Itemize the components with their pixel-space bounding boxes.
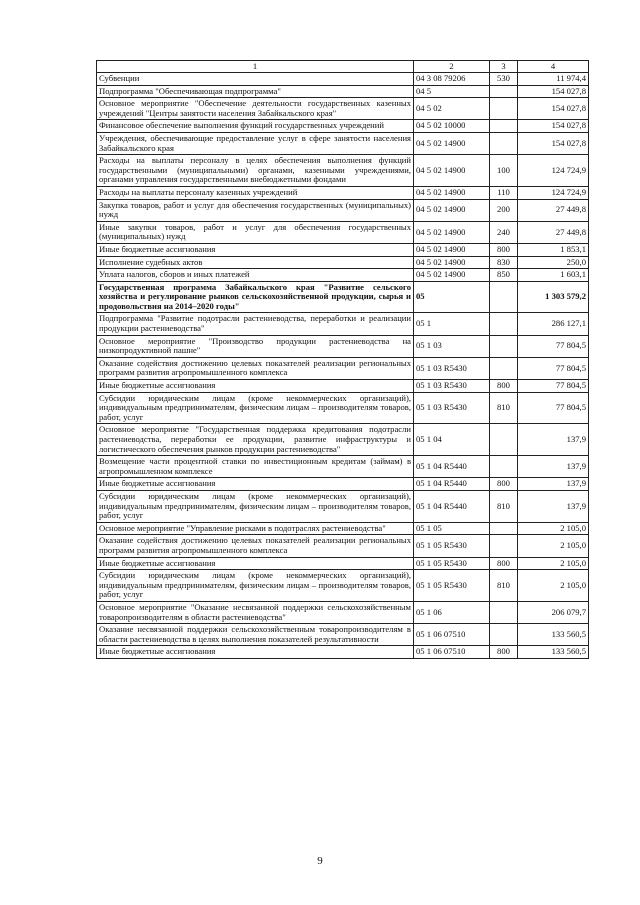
row-code-cell: 04 5 02 14900 bbox=[414, 155, 490, 187]
table-row bbox=[97, 269, 589, 282]
row-code-cell: 04 5 02 14900 bbox=[414, 199, 490, 221]
row-code-cell: 04 3 08 79206 bbox=[414, 73, 490, 86]
row-name-cell: Субсидии юридическим лицам (кроме некоммерческих организаций), индивидуальным предпринимателям, физическим лицам – производителям товаров, работ, услуг bbox=[97, 490, 414, 522]
row-name-cell: Основное мероприятие "Оказание несвязанной поддержки сельскохозяйственным товаропроизводителям в области растениеводства" bbox=[97, 601, 414, 623]
row-sum-cell: 154 027,8 bbox=[518, 120, 589, 133]
row-sum-cell: 133 560,5 bbox=[518, 646, 589, 659]
row-sum-cell: 2 105,0 bbox=[518, 522, 589, 535]
row-sum-cell: 137,9 bbox=[518, 490, 589, 522]
row-sum-cell: 124 724,9 bbox=[518, 155, 589, 187]
row-vr-cell bbox=[490, 424, 518, 456]
row-name-cell: Закупка товаров, работ и услуг для обеспечения государственных (муниципальных) нужд bbox=[97, 199, 414, 221]
row-vr-cell: 800 bbox=[490, 243, 518, 256]
row-code-cell: 05 1 03 R5430 bbox=[414, 357, 490, 379]
row-name-cell: Основное мероприятие "Государственная поддержка кредитования подотрасли растениеводства, переработки ее продукции, развитие инфраструктуры и логистического обеспечения рынков продукции растениеводства" bbox=[97, 424, 414, 456]
row-code-cell: 04 5 02 14900 bbox=[414, 269, 490, 282]
row-sum-cell: 77 804,5 bbox=[518, 335, 589, 357]
row-name-cell: Учреждения, обеспечивающие предоставление услуг в сфере занятости населения Забайкальского края bbox=[97, 132, 414, 154]
table-row bbox=[97, 98, 589, 120]
row-code-cell: 05 1 05 R5430 bbox=[414, 535, 490, 557]
row-name-cell: Расходы на выплаты персоналу казенных учреждений bbox=[97, 186, 414, 199]
table-row bbox=[97, 120, 589, 133]
row-name-cell: Иные бюджетные ассигнования bbox=[97, 646, 414, 659]
row-vr-cell bbox=[490, 281, 518, 313]
table-row bbox=[97, 221, 589, 243]
row-code-cell: 04 5 02 10000 bbox=[414, 120, 490, 133]
budget-table bbox=[96, 60, 589, 659]
row-sum-cell: 2 105,0 bbox=[518, 570, 589, 602]
row-sum-cell: 286 127,1 bbox=[518, 313, 589, 335]
row-code-cell: 04 5 bbox=[414, 85, 490, 98]
row-vr-cell: 800 bbox=[490, 478, 518, 491]
row-sum-cell: 137,9 bbox=[518, 424, 589, 456]
row-name-cell: Уплата налогов, сборов и иных платежей bbox=[97, 269, 414, 282]
table-row bbox=[97, 357, 589, 379]
row-sum-cell: 1 603,1 bbox=[518, 269, 589, 282]
table-row bbox=[97, 199, 589, 221]
row-code-cell: 05 1 bbox=[414, 313, 490, 335]
row-vr-cell: 800 bbox=[490, 646, 518, 659]
row-code-cell: 04 5 02 14900 bbox=[414, 221, 490, 243]
row-name-cell: Исполнение судебных актов bbox=[97, 256, 414, 269]
row-sum-cell: 77 804,5 bbox=[518, 380, 589, 393]
row-vr-cell bbox=[490, 120, 518, 133]
row-sum-cell: 250,0 bbox=[518, 256, 589, 269]
row-code-cell: 05 1 05 bbox=[414, 522, 490, 535]
row-vr-cell: 100 bbox=[490, 155, 518, 187]
row-sum-cell: 1 303 579,2 bbox=[518, 281, 589, 313]
header-col-name: 1 bbox=[97, 61, 414, 73]
row-name-cell: Оказание несвязанной поддержки сельскохозяйственным товаропроизводителям в области растениеводства в целях выполнения показателей результативности bbox=[97, 624, 414, 646]
row-name-cell: Иные бюджетные ассигнования bbox=[97, 557, 414, 570]
table-row bbox=[97, 424, 589, 456]
row-sum-cell: 27 449,8 bbox=[518, 221, 589, 243]
row-name-cell: Субсидии юридическим лицам (кроме некоммерческих организаций), индивидуальным предпринимателям, физическим лицам – производителям товаров, работ, услуг bbox=[97, 570, 414, 602]
row-sum-cell: 11 974,4 bbox=[518, 73, 589, 86]
table-row bbox=[97, 335, 589, 357]
row-name-cell: Оказание содействия достижению целевых показателей реализации региональных программ развития агропромышленного комплекса bbox=[97, 535, 414, 557]
table-row bbox=[97, 132, 589, 154]
row-sum-cell: 133 560,5 bbox=[518, 624, 589, 646]
row-code-cell: 05 1 03 R5430 bbox=[414, 380, 490, 393]
row-code-cell: 05 1 03 bbox=[414, 335, 490, 357]
row-name-cell: Финансовое обеспечение выполнения функций государственных учреждений bbox=[97, 120, 414, 133]
row-vr-cell: 530 bbox=[490, 73, 518, 86]
row-vr-cell: 810 bbox=[490, 392, 518, 424]
row-code-cell: 05 1 04 R5440 bbox=[414, 490, 490, 522]
row-sum-cell: 2 105,0 bbox=[518, 557, 589, 570]
row-code-cell: 05 1 06 bbox=[414, 601, 490, 623]
table-row bbox=[97, 522, 589, 535]
row-code-cell: 04 5 02 bbox=[414, 98, 490, 120]
header-col-code: 2 bbox=[414, 61, 490, 73]
row-sum-cell: 154 027,8 bbox=[518, 85, 589, 98]
table-row bbox=[97, 601, 589, 623]
row-sum-cell: 137,9 bbox=[518, 478, 589, 491]
row-name-cell: Субвенции bbox=[97, 73, 414, 86]
table-row bbox=[97, 186, 589, 199]
table-row bbox=[97, 155, 589, 187]
header-col-vr: 3 bbox=[490, 61, 518, 73]
table-row bbox=[97, 256, 589, 269]
row-code-cell: 04 5 02 14900 bbox=[414, 186, 490, 199]
table-body bbox=[97, 73, 589, 659]
table-row bbox=[97, 85, 589, 98]
row-code-cell: 04 5 02 14900 bbox=[414, 243, 490, 256]
table-row bbox=[97, 281, 589, 313]
table-row bbox=[97, 73, 589, 86]
row-name-cell: Государственная программа Забайкальского края "Развитие сельского хозяйства и регулирование рынков сельскохозяйственной продукции, сырья и продовольствия на 2014–2020 годы" bbox=[97, 281, 414, 313]
row-code-cell: 05 1 03 R5430 bbox=[414, 392, 490, 424]
row-sum-cell: 27 449,8 bbox=[518, 199, 589, 221]
row-name-cell: Оказание содействия достижению целевых показателей реализации региональных программ развития агропромышленного комплекса bbox=[97, 357, 414, 379]
row-name-cell: Иные бюджетные ассигнования bbox=[97, 478, 414, 491]
table-row bbox=[97, 646, 589, 659]
table-row bbox=[97, 380, 589, 393]
row-code-cell: 05 bbox=[414, 281, 490, 313]
header-row bbox=[97, 61, 589, 73]
row-code-cell: 05 1 05 R5430 bbox=[414, 557, 490, 570]
row-vr-cell bbox=[490, 357, 518, 379]
row-sum-cell: 1 853,1 bbox=[518, 243, 589, 256]
row-vr-cell bbox=[490, 522, 518, 535]
row-code-cell: 05 1 04 R5440 bbox=[414, 478, 490, 491]
row-name-cell: Основное мероприятие "Управление рисками в подотраслях растениеводства" bbox=[97, 522, 414, 535]
row-vr-cell: 800 bbox=[490, 557, 518, 570]
row-name-cell: Основное мероприятие "Обеспечение деятельности государственных казенных учреждений "Центры занятости населения Забайкальского края" bbox=[97, 98, 414, 120]
row-code-cell: 05 1 06 07510 bbox=[414, 624, 490, 646]
row-vr-cell bbox=[490, 456, 518, 478]
row-vr-cell: 240 bbox=[490, 221, 518, 243]
row-sum-cell: 206 079,7 bbox=[518, 601, 589, 623]
row-vr-cell bbox=[490, 313, 518, 335]
row-vr-cell: 200 bbox=[490, 199, 518, 221]
row-sum-cell: 77 804,5 bbox=[518, 392, 589, 424]
table-row bbox=[97, 624, 589, 646]
table-row bbox=[97, 557, 589, 570]
table-row bbox=[97, 313, 589, 335]
row-vr-cell: 850 bbox=[490, 269, 518, 282]
table-row bbox=[97, 535, 589, 557]
row-name-cell: Подпрограмма "Обеспечивающая подпрограмма" bbox=[97, 85, 414, 98]
page-number: 9 bbox=[317, 855, 323, 867]
row-sum-cell: 154 027,8 bbox=[518, 132, 589, 154]
row-code-cell: 04 5 02 14900 bbox=[414, 132, 490, 154]
row-vr-cell: 830 bbox=[490, 256, 518, 269]
row-sum-cell: 154 027,8 bbox=[518, 98, 589, 120]
row-code-cell: 04 5 02 14900 bbox=[414, 256, 490, 269]
row-name-cell: Иные закупки товаров, работ и услуг для обеспечения государственных (муниципальных) нужд bbox=[97, 221, 414, 243]
row-name-cell: Возмещение части процентной ставки по инвестиционным кредитам (займам) в агропромышленном комплексе bbox=[97, 456, 414, 478]
row-vr-cell bbox=[490, 624, 518, 646]
row-code-cell: 05 1 04 bbox=[414, 424, 490, 456]
header-col-sum: 4 bbox=[518, 61, 589, 73]
row-name-cell: Субсидии юридическим лицам (кроме некоммерческих организаций), индивидуальным предпринимателям, физическим лицам – производителям товаров, работ, услуг bbox=[97, 392, 414, 424]
row-code-cell: 05 1 06 07510 bbox=[414, 646, 490, 659]
row-vr-cell bbox=[490, 335, 518, 357]
row-name-cell: Расходы на выплаты персоналу в целях обеспечения выполнения функций государственными (муниципальными) органами, казенными учреждениями, органами управления государственными внебюджетными фондами bbox=[97, 155, 414, 187]
row-name-cell: Иные бюджетные ассигнования bbox=[97, 380, 414, 393]
row-vr-cell bbox=[490, 535, 518, 557]
row-name-cell: Иные бюджетные ассигнования bbox=[97, 243, 414, 256]
table-row bbox=[97, 478, 589, 491]
row-code-cell: 05 1 05 R5430 bbox=[414, 570, 490, 602]
row-vr-cell bbox=[490, 132, 518, 154]
row-vr-cell bbox=[490, 601, 518, 623]
row-vr-cell: 810 bbox=[490, 570, 518, 602]
row-vr-cell: 110 bbox=[490, 186, 518, 199]
row-code-cell: 05 1 04 R5440 bbox=[414, 456, 490, 478]
row-name-cell: Подпрограмма "Развитие подотрасли растениеводства, переработки и реализации продукции растениеводства" bbox=[97, 313, 414, 335]
row-sum-cell: 77 804,5 bbox=[518, 357, 589, 379]
row-sum-cell: 2 105,0 bbox=[518, 535, 589, 557]
row-sum-cell: 137,9 bbox=[518, 456, 589, 478]
table-row bbox=[97, 570, 589, 602]
table-row bbox=[97, 392, 589, 424]
row-vr-cell: 810 bbox=[490, 490, 518, 522]
row-vr-cell: 800 bbox=[490, 380, 518, 393]
row-vr-cell bbox=[490, 85, 518, 98]
row-vr-cell bbox=[490, 98, 518, 120]
row-name-cell: Основное мероприятие "Производство продукции растениеводства на низкопродуктивной пашне" bbox=[97, 335, 414, 357]
table-row bbox=[97, 490, 589, 522]
row-sum-cell: 124 724,9 bbox=[518, 186, 589, 199]
table-row bbox=[97, 243, 589, 256]
table-row bbox=[97, 456, 589, 478]
